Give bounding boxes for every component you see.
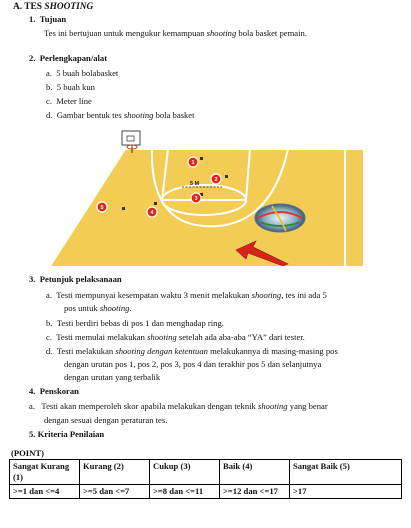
penskoran-item-a: a. Testi akan memperoleh skor apabila melakukan dengan teknik shooting yang benar (29, 401, 328, 411)
position-marker-4 (147, 207, 157, 217)
position-marker-5 (97, 202, 107, 212)
petunjuk-item-b: b. Testi berdiri bebas di pos 1 dan menghadap ring. (46, 318, 224, 328)
cone-1 (200, 157, 203, 160)
header-sangat-baik: Sangat Baik (5) (290, 460, 402, 485)
petunjuk-item-d: d. Testi melakukan shooting dengan ketentuan melakukannya di masing-masing pos (46, 346, 338, 356)
value-baik: >=12 dan <=17 (220, 485, 290, 499)
header-kurang: Kurang (2) (80, 460, 150, 485)
petunjuk-item-c: c. Testi memulai melakukan shooting setelah ada aba-aba “YA” dari tester. (46, 332, 305, 342)
petunjuk-item-a: a. Testi mempunyai kesempatan waktu 3 menit melakukan shooting, tes ini ada 5 (46, 290, 327, 300)
value-sangat-baik: >17 (290, 485, 402, 499)
value-cukup: >=8 dan <=11 (150, 485, 220, 499)
tujuan-heading: 1. Tujuan (29, 14, 67, 24)
svg-text:3: 3 (194, 196, 198, 202)
cone-4 (154, 202, 157, 205)
value-kurang: >=5 dan <=7 (80, 485, 150, 499)
header-baik: Baik (4) (220, 460, 290, 485)
cone-2 (225, 175, 228, 178)
penskoran-heading: 4. Penskoran (29, 386, 79, 396)
petunjuk-item-a-line2: pos untuk shooting. (64, 303, 132, 313)
perlengkapan-item-c: c. Meter line (46, 96, 92, 106)
position-marker-3 (191, 193, 201, 203)
perlengkapan-item-a: a. 5 buah bolabasket (46, 68, 119, 78)
petunjuk-heading: 3. Petunjuk pelaksanaan (29, 274, 122, 284)
header-sangat-kurang: Sangat Kurang (1) (10, 460, 80, 485)
center-court-logo (255, 204, 305, 232)
petunjuk-item-d-line2: dengan urutan pos 1, pos 2, pos 3, pos 4 dan terakhir pos 5 dan selanjutnya (64, 359, 322, 369)
position-marker-2 (211, 174, 221, 184)
criteria-header-row (10, 460, 402, 485)
petunjuk-item-d-line3: dengan urutan yang terbalik (64, 372, 161, 382)
position-marker-1 (188, 157, 198, 167)
value-sangat-kurang: >=1 dan <=4 (10, 485, 80, 499)
perlengkapan-item-d: d. Gambar bentuk tes shooting bola basket (46, 110, 195, 120)
svg-text:5: 5 (100, 205, 104, 211)
penskoran-item-a-line2: dengan sesuai dengan peraturan tes. (44, 415, 168, 425)
criteria-value-row (10, 485, 402, 499)
perlengkapan-item-b: b. 5 buah kun (46, 82, 95, 92)
svg-text:2: 2 (214, 177, 218, 183)
shooting-test-court-figure (50, 126, 363, 266)
criteria-table (9, 459, 402, 499)
section-title: A. TES SHOOTING (13, 2, 94, 12)
svg-text:1: 1 (191, 160, 195, 166)
tujuan-text: Tes ini bertujuan untuk mengukur kemampuan shooting bola basket pemain. (44, 28, 307, 38)
distance-label: 5 M (190, 181, 200, 187)
kriteria-heading: 5. Kriteria Penilaian (29, 429, 105, 439)
header-cukup: Cukup (3) (150, 460, 220, 485)
svg-text:4: 4 (150, 210, 154, 216)
cone-5 (122, 207, 125, 210)
perlengkapan-heading: 2. Perlengkapan/alat (29, 53, 108, 63)
point-label: (POINT) (11, 448, 44, 458)
